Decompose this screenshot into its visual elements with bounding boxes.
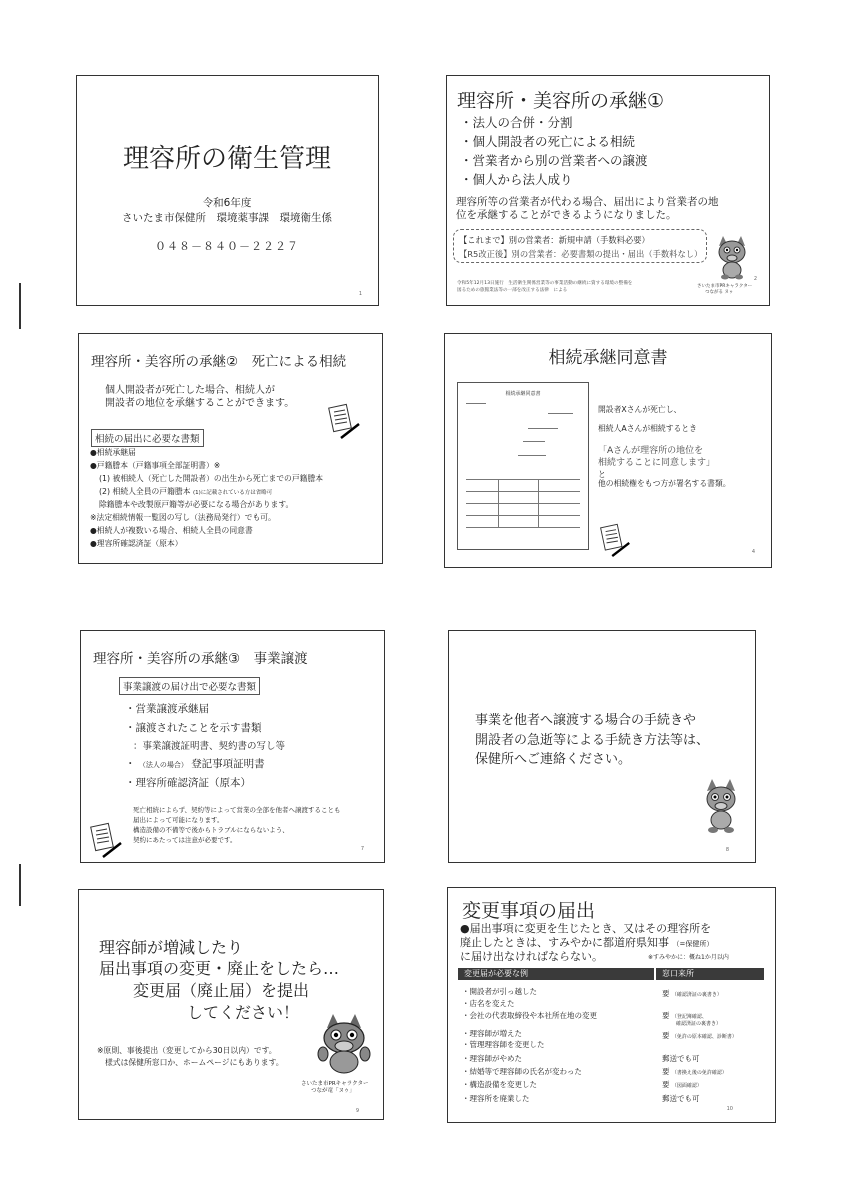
note-text: 様式は保健所窓口か、ホームページにもあります。 (105, 1058, 284, 1067)
page-number: 7 (360, 846, 364, 852)
list-item-text: 登記事項証明書 (191, 758, 265, 770)
table-row-label: ・理容師が増えた (462, 1029, 522, 1038)
description-text: と (598, 470, 606, 479)
note-text: 構造設備の不備等で後からトラブルにならないよう、 (133, 826, 289, 834)
table-row-label: ・理容所を廃業した (462, 1094, 530, 1103)
list-item-note: (1)に記載されている方は省略可 (192, 490, 273, 496)
table-row-label: ・店名を変えた (462, 999, 515, 1008)
bullet-item: ・営業者から別の営業者への譲渡 (460, 153, 648, 168)
body-text: に届け出なければならない。 (460, 950, 603, 963)
note-text: 届出によって可能になります。 (133, 816, 224, 824)
list-item: ●戸籍謄本（戸籍事項全部証明書）※ (90, 461, 221, 470)
margin-mark (19, 283, 21, 329)
page-number: 10 (726, 1106, 733, 1112)
description-text: 相続することに同意します」 (598, 458, 716, 468)
mascot-illustration (711, 234, 753, 280)
mascot-caption: さいたま市PRキャラクター (697, 284, 753, 289)
description-text: 他の相続権をもつ方が署名する書類。 (598, 479, 731, 488)
headline-text: 変更届（廃止届）を提出 (133, 981, 310, 1000)
note-text: ※原則、事後提出（変更してから30日以内）です。 (97, 1046, 277, 1055)
headline-text: してください！ (187, 1003, 300, 1022)
mascot-caption: さいたま市PRキャラクター (301, 1081, 369, 1087)
document-pen-icon (327, 402, 363, 442)
list-item (99, 486, 272, 497)
list-item: ●相続承継届 (90, 448, 136, 457)
list-item: ●理容所確認済証（原本） (90, 539, 183, 548)
note-text: 死亡相続によらず、契約等によって営業の全部を他者へ譲渡することも (133, 806, 341, 814)
page-number: 2 (753, 276, 757, 282)
margin-mark (19, 864, 21, 906)
slide-title: 理容所の衛生管理 (122, 144, 331, 174)
table-row-label: ・開設者が引っ越した (462, 987, 537, 996)
contact-text: 事業を他者へ譲渡する場合の手続きや (475, 713, 697, 728)
table-cell: 郵送でも可 (662, 1054, 700, 1063)
bullet-item: ・個人から法人成り (460, 172, 573, 187)
table-row-label: ・理容師がやめた (462, 1054, 522, 1063)
slide-2 (446, 75, 770, 306)
table-cell-main: 要 (662, 1031, 670, 1040)
description-text: 「Aさんが理容所の地位を (598, 446, 704, 456)
slide-title: 相続承継同意書 (548, 348, 668, 368)
list-item: ●相続人が複数いる場合、相続人全員の同意書 (90, 526, 253, 535)
table-row-label: ・管理理容師を変更した (462, 1040, 545, 1049)
table-cell (662, 1066, 727, 1077)
slide-title: 理容所・美容所の承継② 死亡による相続 (91, 354, 347, 370)
phone-number: ０４８－８４０－２２２７ (155, 240, 299, 253)
table-cell-note: （確認済証の裏書き） (671, 992, 722, 998)
list-item: (1) 被相続人（死亡した開設者）の出生から死亡までの戸籍謄本 (99, 474, 324, 483)
slide-6 (448, 630, 756, 863)
table-row-label: ・構造設備を変更した (462, 1080, 537, 1089)
slide-title: 理容所・美容所の承継① (457, 90, 665, 112)
page-number: 1 (358, 291, 362, 297)
table-cell (662, 988, 722, 999)
note-text: 契約にあたっては注意が必要です。 (133, 836, 237, 844)
table-header-visit: 窓口来所 (656, 968, 764, 980)
description-text: 相続人Aさんが相続するとき (598, 424, 697, 433)
slide-5 (80, 630, 385, 863)
form-title: 相続承継同意書 (505, 391, 541, 397)
table-header-change-examples: 変更届が必要な例 (458, 968, 654, 980)
slide-title: 変更事項の届出 (462, 900, 596, 922)
section-label: 相続の届出に必要な書類 (91, 429, 204, 447)
after-text: 【R5改正後】別の営業者：必要書類の提出・届出（手数料なし） (459, 249, 703, 259)
list-item-text: (2) 相続人全員の戸籍謄本 (99, 487, 191, 496)
fiscal-year: 令和6年度 (202, 197, 252, 209)
table-cell-note: （登記簿確認、 (671, 1014, 707, 1020)
mascot-illustration (699, 777, 743, 835)
list-item-note: （法人の場合） (138, 761, 188, 769)
list-item: ・理容所確認済証（原本） (125, 777, 251, 789)
headline-text: 理容師が増減したり (99, 938, 244, 957)
slide-4 (444, 333, 772, 568)
table-cell-note: （書換え後の免許確認） (671, 1070, 727, 1076)
footnote: 図るための旅館業法等の一部を改正する法律 による (457, 288, 568, 293)
slide-7 (78, 889, 384, 1120)
contact-text: 開設者の急逝等による手続き方法等は、 (475, 733, 710, 748)
table-cell: 郵送でも可 (662, 1094, 700, 1103)
list-item: ：事業譲渡証明書、契約書の写し等 (133, 741, 286, 752)
mascot-caption: つながる ヌゥ (705, 290, 734, 295)
document-pen-icon (89, 821, 125, 861)
bullet-item: ・個人開設者の死亡による相続 (460, 134, 636, 149)
slide-title: 理容所・美容所の承継③ 事業譲渡 (93, 651, 308, 667)
body-text-note: （=保健所） (672, 940, 714, 948)
body-text: ●届出事項に変更を生じたとき、又はその理容所を (460, 922, 712, 935)
footnote: 令和5年12月13日施行 生活衛生関係営業等の事業活動の継続に資する環境の整備を (457, 281, 633, 286)
table-cell-main: 要 (662, 1080, 670, 1089)
list-item: ・営業譲渡承継届 (125, 703, 209, 715)
intro-text: 個人開設者が死亡した場合、相続人が (105, 385, 275, 396)
contact-text: 保健所へご連絡ください。 (475, 752, 632, 767)
body-text: 位を承継することができるようになりました。 (456, 209, 677, 221)
table-cell-main: 要 (662, 1067, 670, 1076)
page-number: 8 (725, 847, 729, 853)
description-text: 開設者Xさんが死亡し、 (598, 405, 682, 414)
table-cell-main: 要 (662, 1011, 670, 1020)
section-label: 事業譲渡の届け出で必要な書類 (119, 677, 260, 695)
mascot-illustration (313, 1012, 375, 1076)
list-item: ※法定相続情報一覧図の写し（法務局発行）でも可。 (90, 513, 276, 522)
table-cell (662, 1030, 737, 1041)
headline-text: 届出事項の変更・廃止をしたら… (99, 959, 340, 978)
bullet-item: ・法人の合併・分割 (460, 115, 573, 130)
table-cell-main: 要 (662, 989, 670, 998)
list-item: 除籍謄本や改製原戸籍等が必要になる場合があります。 (99, 500, 294, 509)
consent-form-thumbnail (457, 382, 589, 550)
list-item (125, 756, 265, 771)
table-row-label: ・結婚等で理容師の氏名が変わった (462, 1067, 582, 1076)
table-cell-note: 確認済証の裏書き） (676, 1021, 722, 1027)
mascot-caption: つなが竜「ヌゥ」 (311, 1088, 355, 1094)
body-text-note: ※すみやかに：概ね1か月以内 (648, 954, 729, 961)
department: さいたま市保健所 環境薬事課 環境衛生係 (122, 212, 332, 224)
slide-1 (76, 75, 379, 306)
before-text: 【これまで】別の営業者：新規申請（手数料必要） (459, 235, 650, 245)
slide-8 (447, 887, 776, 1123)
page-number: 4 (751, 549, 755, 555)
list-item: ・譲渡されたことを示す書類 (125, 722, 262, 734)
body-text: 理容所等の営業者が代わる場合、届出により営業者の地 (456, 196, 719, 208)
page-number: 9 (355, 1108, 359, 1114)
slide-3 (78, 333, 383, 564)
document-pen-icon (599, 522, 633, 560)
table-cell-note: （免許の原本確認、診断書） (671, 1034, 737, 1040)
intro-text: 開設者の地位を承継することができます。 (105, 398, 295, 409)
list-item-text: ・ (125, 758, 136, 770)
table-cell-note: （図面確認） (671, 1083, 702, 1089)
table-cell (662, 1079, 702, 1090)
table-row-label: ・会社の代表取締役や本社所在地の変更 (462, 1011, 597, 1020)
body-text-main: 廃止したときは、すみやかに都道府県知事 (460, 936, 669, 949)
